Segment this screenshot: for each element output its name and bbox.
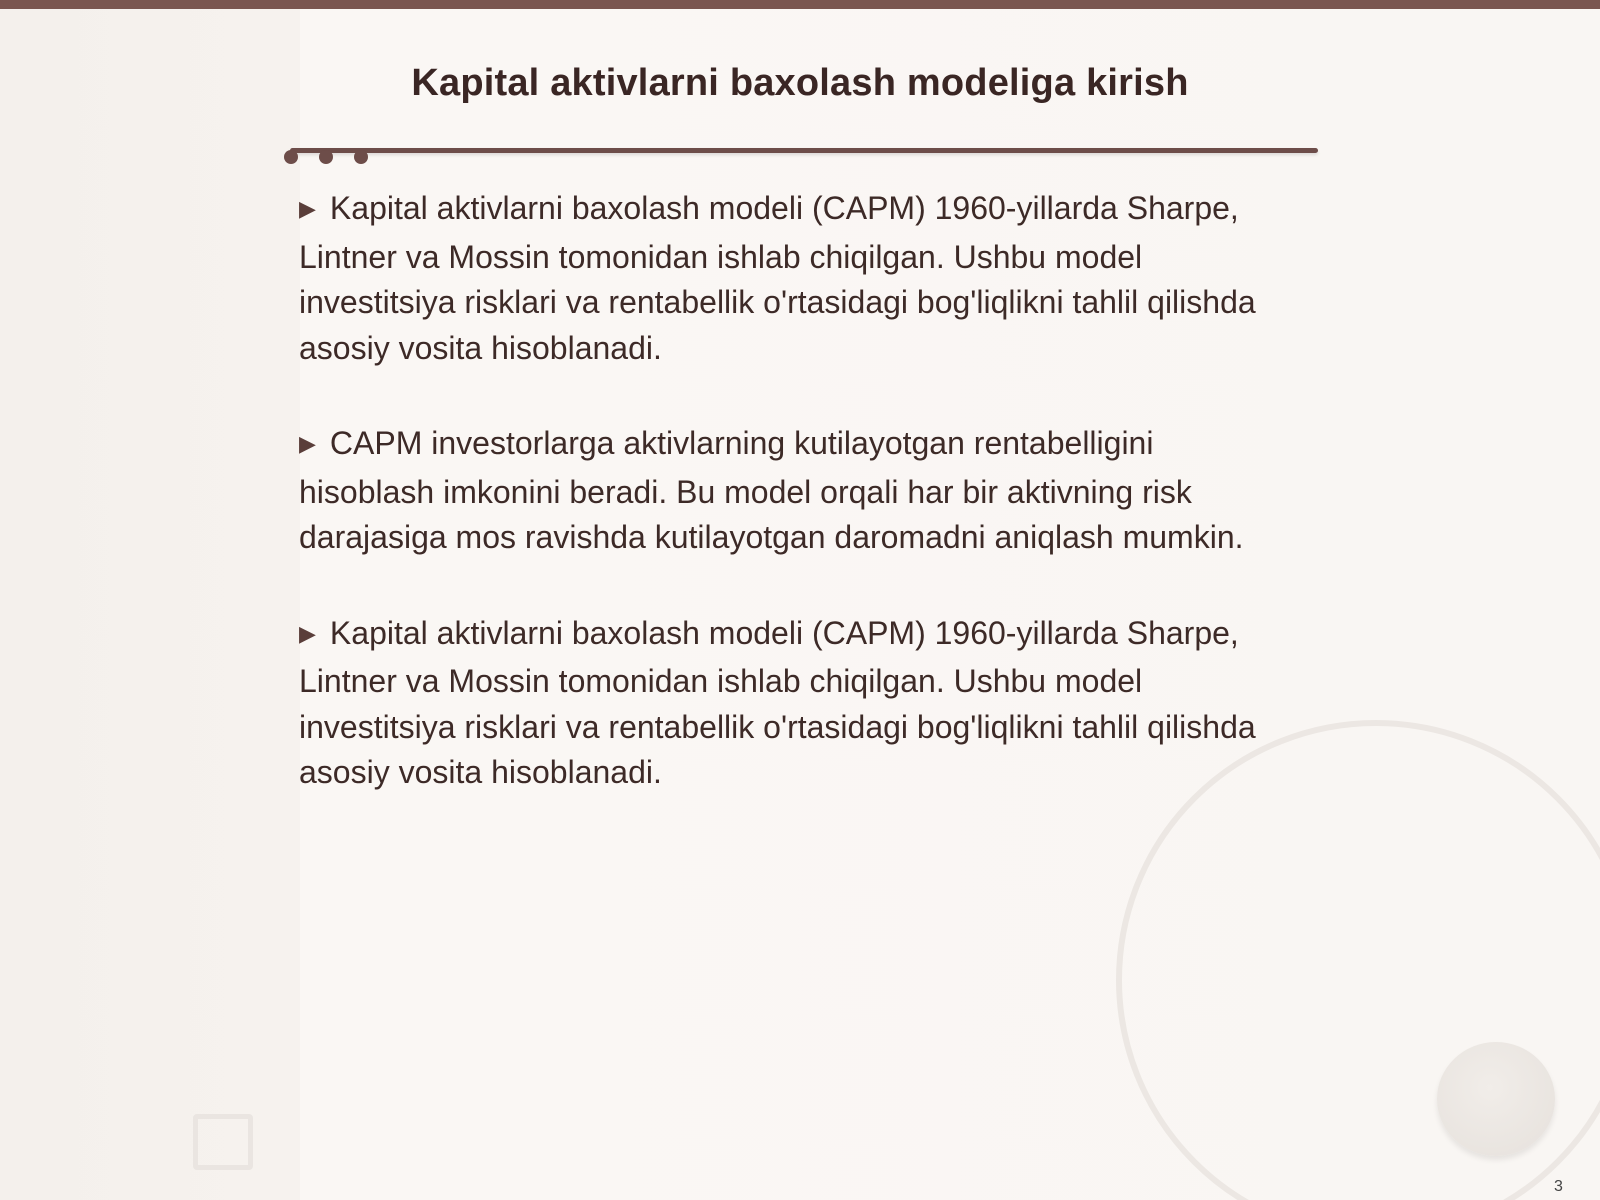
- title-underline: [290, 148, 1318, 153]
- bullet-list: [299, 186, 1279, 846]
- underline-dot-2: [319, 150, 333, 164]
- triangle-bullet-icon: ▶: [299, 196, 316, 221]
- bullet-text-3: Kapital aktivlarni baxolash modeli (CAPM) 1960-yillarda Sharpe, Lintner va Mossin tomonidan ishlab chiqilgan. Ushbu model investitsiya risklari va rentabellik o'rtasidagi bog'liqlikni tahlil qilishda asosiy vosita hisoblanadi.: [299, 614, 1256, 790]
- page-number: 3: [1554, 1178, 1563, 1195]
- bullet-item-1: [299, 186, 1279, 371]
- triangle-bullet-icon: ▶: [299, 431, 316, 456]
- decorative-square: [193, 1114, 253, 1170]
- slide-title: Kapital aktivlarni baxolash modeliga kirish: [411, 62, 1189, 104]
- bullet-item-2: [299, 421, 1279, 561]
- underline-dot-1: [284, 150, 298, 164]
- triangle-bullet-icon: ▶: [299, 620, 316, 646]
- bullet-item-3: [299, 611, 1279, 796]
- underline-dot-3: [354, 150, 368, 164]
- decorative-disc: [1437, 1042, 1555, 1156]
- bullet-text-1: Kapital aktivlarni baxolash modeli (CAPM) 1960-yillarda Sharpe, Lintner va Mossin tomonidan ishlab chiqilgan. Ushbu model investitsiya risklari va rentabellik o'rtasidagi bog'liqlikni tahlil qilishda asosiy vosita hisoblanadi.: [299, 190, 1256, 366]
- top-accent-bar: [0, 0, 1600, 9]
- bullet-text-2: CAPM investorlarga aktivlarning kutilayotgan rentabelligini hisoblash imkonini beradi. Bu model orqali har bir aktivning risk darajasiga mos ravishda kutilayotgan daromadni aniqlash mumkin.: [299, 425, 1244, 555]
